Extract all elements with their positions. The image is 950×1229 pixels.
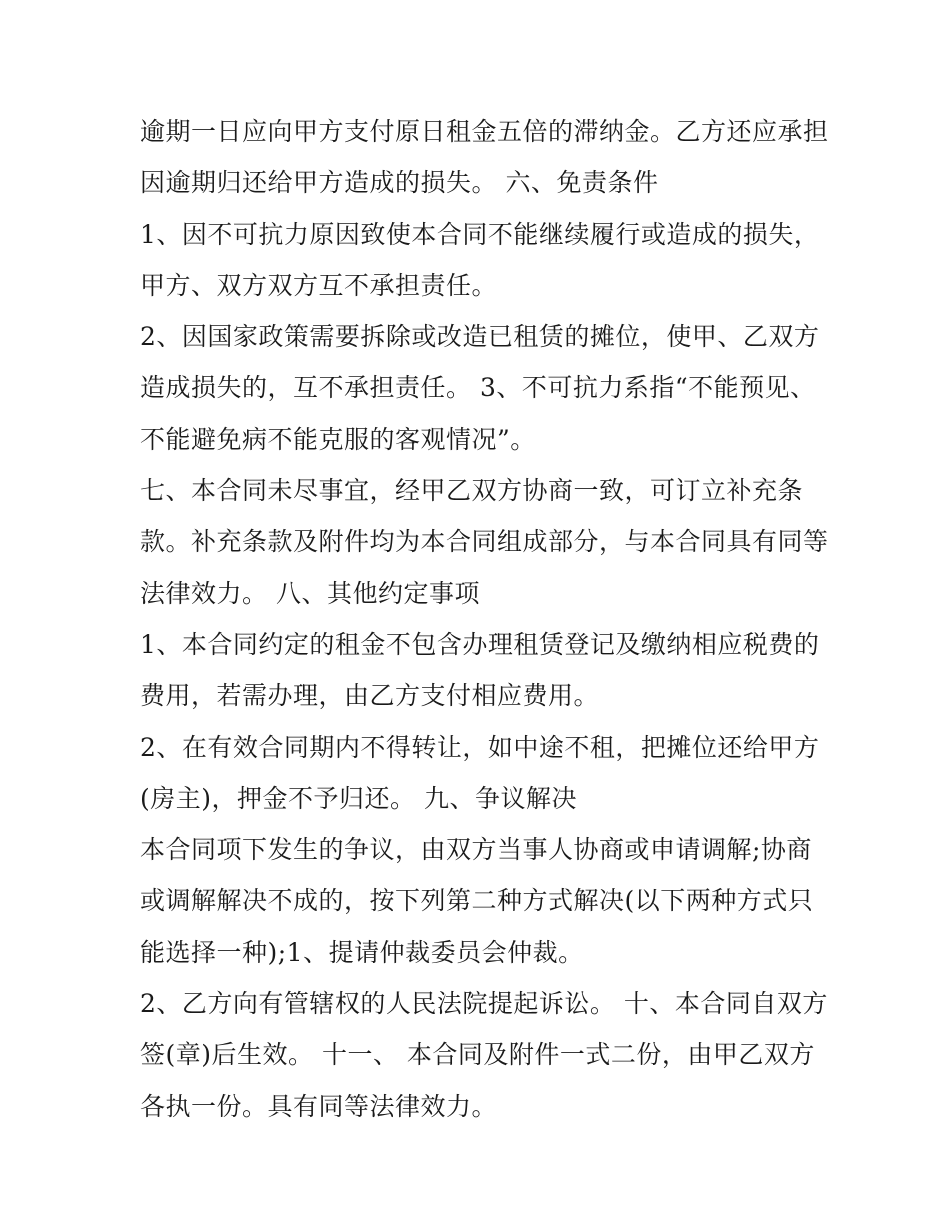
text-line: 造成损失的，互不承担责任。 3、不可抗力系指“不能预见、 bbox=[140, 373, 816, 403]
text-line: 款。补充条款及附件均为本合同组成部分，与本合同具有同等 bbox=[140, 527, 829, 557]
text-line: 1、因不可抗力原因致使本合同不能继续履行或造成的损失， bbox=[140, 219, 820, 249]
text-line: 费用，若需办理，由乙方支付相应费用。 bbox=[140, 681, 600, 711]
text-line: 法律效力。 八、其他约定事项 bbox=[140, 578, 480, 608]
text-line: 甲方、双方双方互不承担责任。 bbox=[140, 270, 498, 300]
text-line: 本合同项下发生的争议，由双方当事人协商或申请调解;协商 bbox=[140, 835, 812, 865]
text-line: 因逾期归还给甲方造成的损失。 六、免责条件 bbox=[140, 168, 659, 198]
text-line: 逾期一日应向甲方支付原日租金五倍的滞纳金。乙方还应承担 bbox=[140, 117, 829, 146]
text-line: 1、本合同约定的租金不包含办理租赁登记及缴纳相应税费的 bbox=[140, 629, 820, 659]
text-line: 或调解解决不成的，按下列第二种方式解决(以下两种方式只 bbox=[140, 886, 814, 916]
text-line: 2、在有效合同期内不得转让，如中途不租，把摊位还给甲方 bbox=[140, 732, 820, 762]
text-line: 七、本合同未尽事宜，经甲乙双方协商一致，可订立补充条 bbox=[140, 476, 804, 506]
text-line: (房主)，押金不予归还。 九、争议解决 bbox=[140, 783, 577, 813]
text-line: 签(章)后生效。 十一、 本合同及附件一式二份，由甲乙双方 bbox=[140, 1040, 815, 1070]
text-line: 能选择一种);1、提请仲裁委员会仲裁。 bbox=[140, 937, 584, 967]
text-line: 各执一份。具有同等法律效力。 bbox=[140, 1091, 498, 1121]
text-line: 2、因国家政策需要拆除或改造已租赁的摊位，使甲、乙双方 bbox=[140, 322, 820, 352]
text-line: 不能避免病不能克服的客观情况”。 bbox=[140, 424, 536, 454]
text-line: 2、乙方向有管辖权的人民法院提起诉讼。 十、本合同自双方 bbox=[140, 989, 828, 1019]
document-body bbox=[140, 106, 829, 1132]
